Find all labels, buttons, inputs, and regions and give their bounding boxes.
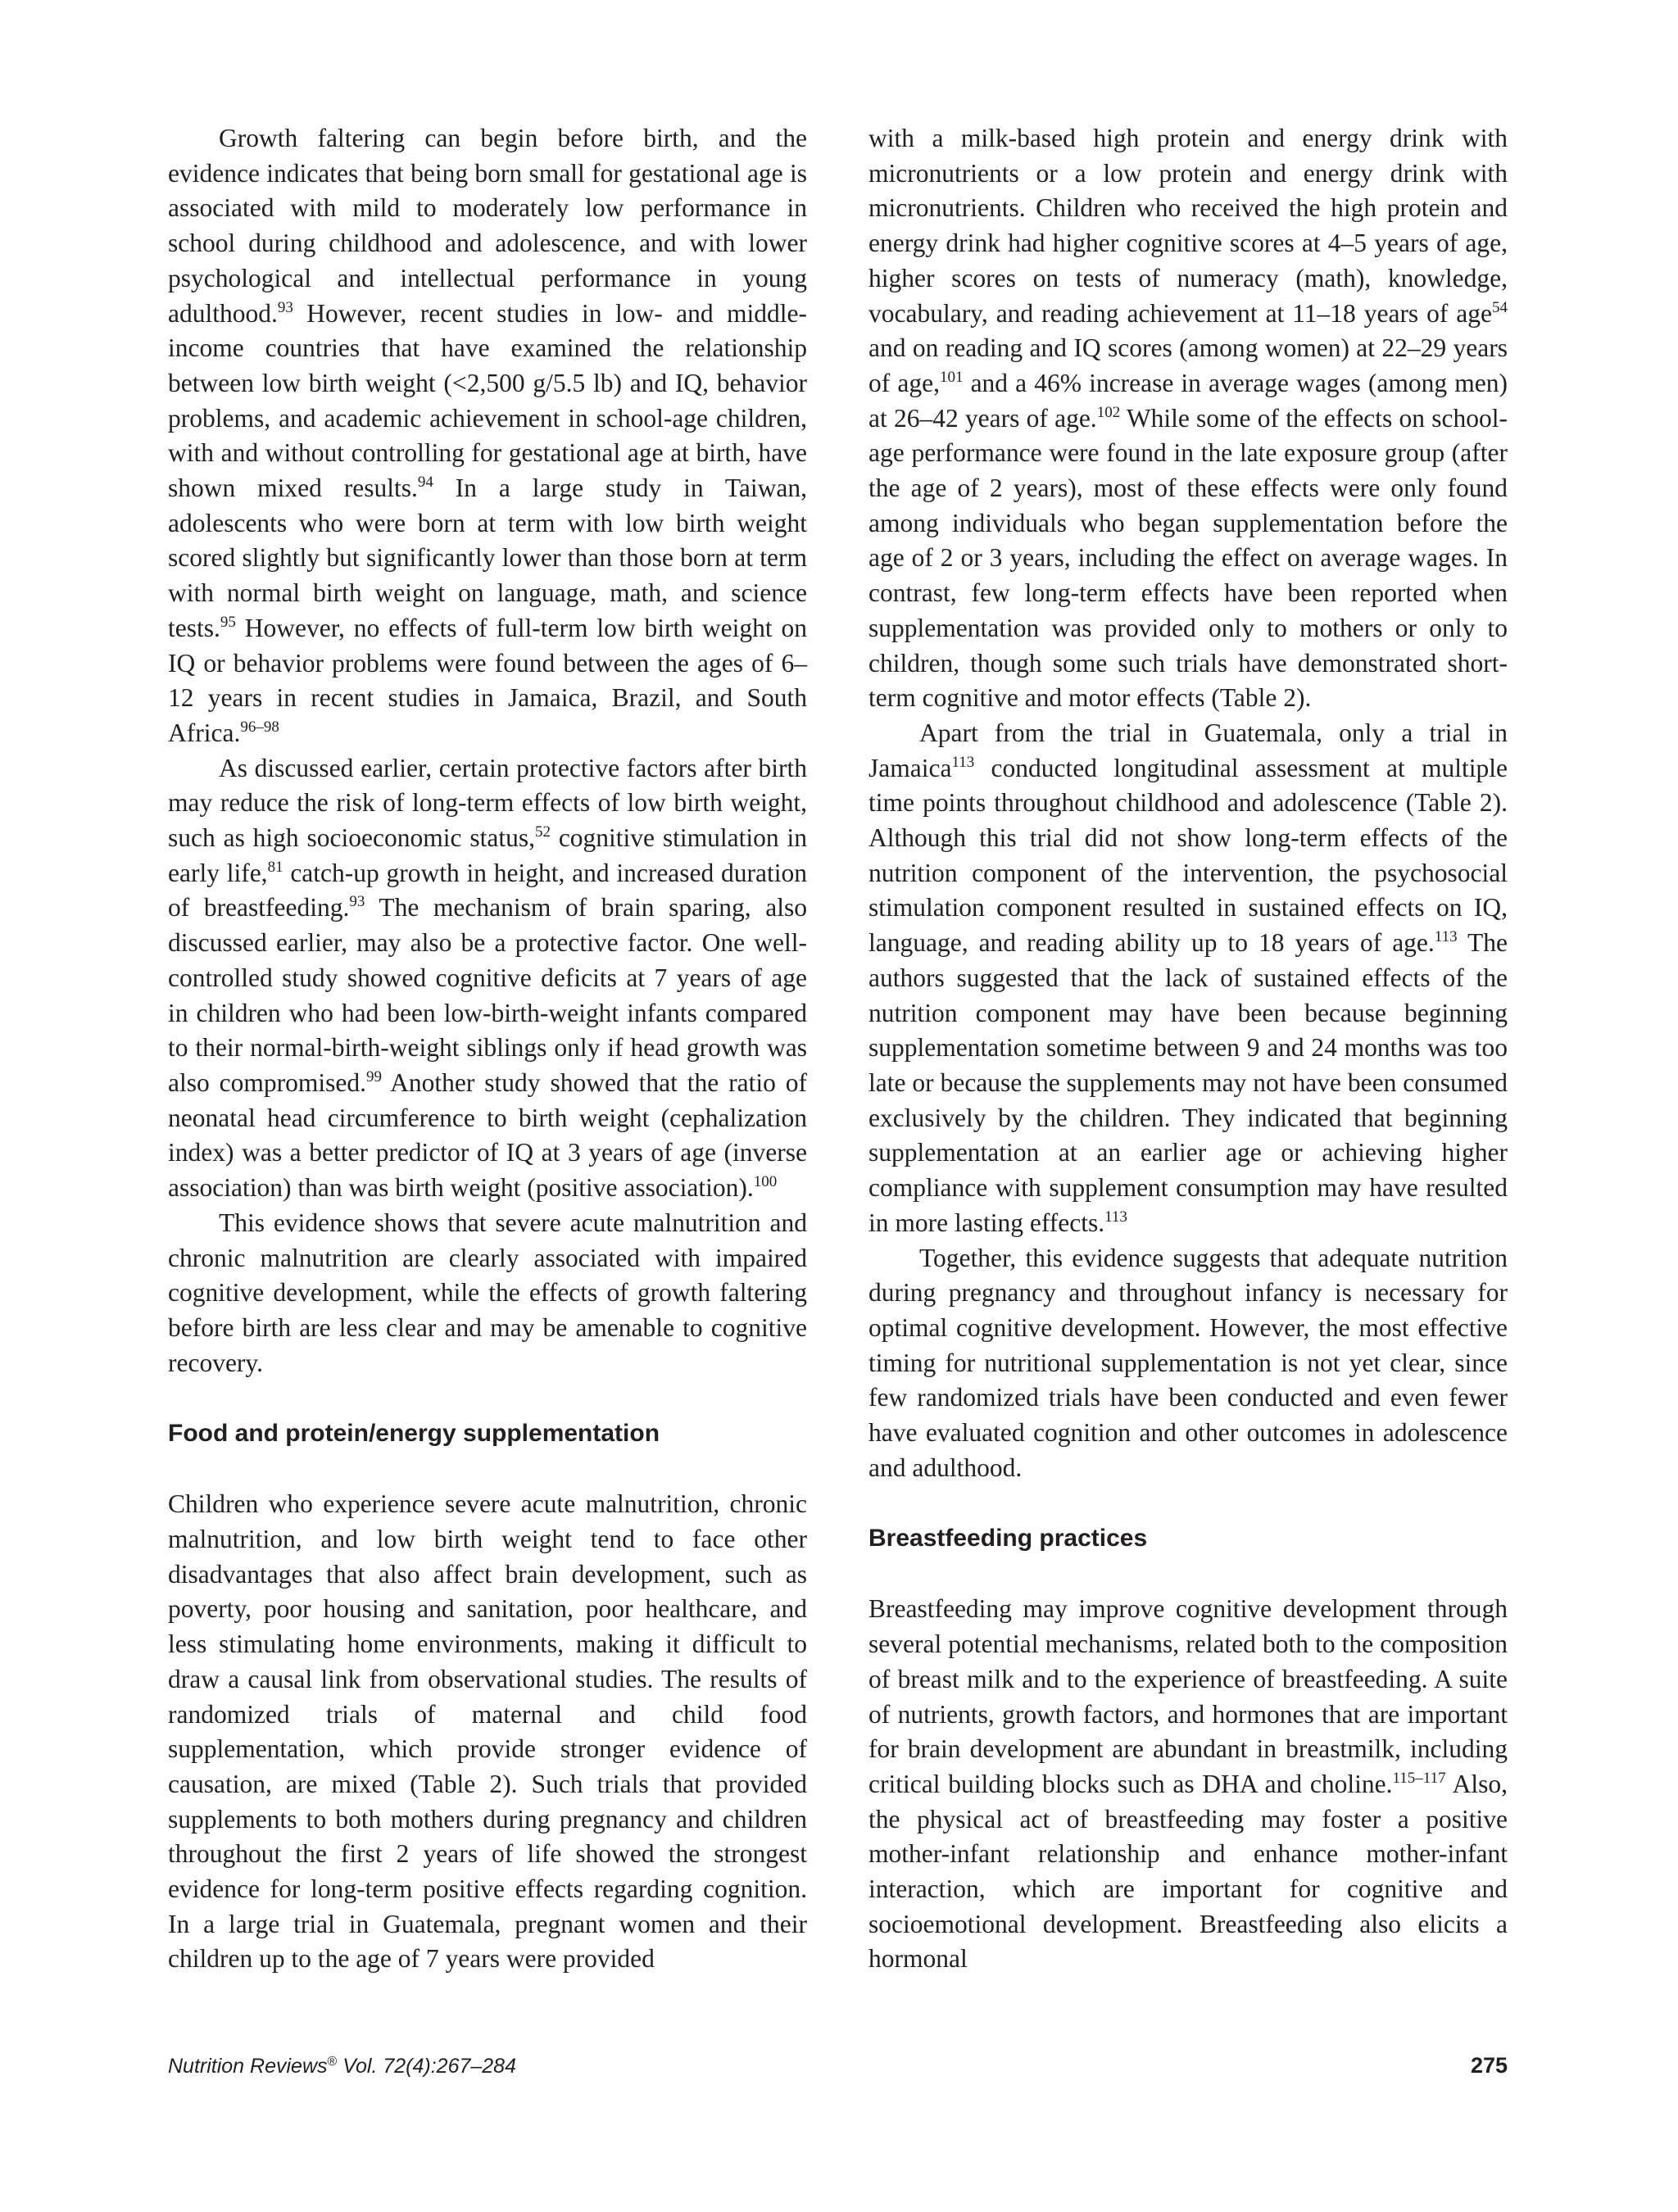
citation-superscript: 113 bbox=[951, 753, 975, 771]
page-number: 275 bbox=[1470, 2053, 1508, 2078]
citation-superscript: 95 bbox=[220, 613, 236, 631]
text-run: In a large study in Taiwan, adolescents who were born at term with low birth weight scored slightly but significantly lower than those born at term with normal birth weight on language, math, and science tests. bbox=[168, 474, 808, 642]
text-run: and on reading and IQ scores (among women) at 22–29 years of age, bbox=[868, 333, 1508, 397]
registered-mark: ® bbox=[327, 2055, 338, 2069]
paragraph-evidence-summary: This evidence shows that severe acute malnutrition and chronic malnutrition are clearly associated with impaired cognitive development, while the effects of growth faltering before birth are less clear and may be amenable to cognitive recovery. bbox=[168, 1208, 807, 1377]
citation-superscript: 102 bbox=[1096, 403, 1121, 421]
citation-superscript: 94 bbox=[417, 474, 433, 492]
journal-volume: Vol. 72(4):267–284 bbox=[337, 2055, 516, 2078]
citation-superscript: 96–98 bbox=[240, 718, 279, 736]
paragraph-birth-weight bbox=[168, 121, 807, 751]
journal-name: Nutrition Reviews bbox=[168, 2055, 328, 2078]
paragraph-guatemala-trial bbox=[868, 121, 1508, 716]
text-run: with a milk-based high protein and energy drink with micronutrients or a low protein and energy drink with micronutrients. Children who received the high protein and energy drink had higher cognitive scores at 4–5 years of age, higher scores on tests of numeracy (math), knowledge, vocabulary, and reading achievement at 11–18 years of age bbox=[868, 124, 1508, 328]
paragraph-jamaica-trial bbox=[868, 716, 1508, 1241]
citation-superscript: 100 bbox=[753, 1173, 778, 1191]
paragraph-protective-factors bbox=[168, 751, 807, 1206]
paragraph-breastfeeding bbox=[868, 1592, 1508, 1977]
text-run: Growth faltering can begin before birth, and the evidence indicates that being born small for gestational age is associated with mild to moderately low performance in school during childhood and adolescence, and with lower psychological and intellectual performance in young adulthood. bbox=[168, 124, 807, 328]
text-run: However, recent studies in low- and middle-income countries that have examined the relationship between low birth weight (<2,500 g/5.5 lb) and IQ, behavior problems, and academic achievement in school-age children, with and without controlling for gestational age at birth, have shown mixed results. bbox=[168, 298, 807, 503]
paragraph-supplementation-trials: Children who experience severe acute malnutrition, chronic malnutrition, and low birth weight tend to face other disadvantages that also affect brain development, such as poverty, poor housing and sanitation, poor healthcare, and less stimulating home environments, making it difficult to draw a causal link from observational studies. The results of randomized trials of maternal and child food supplementation, which provide stronger evidence of causation, are mixed (Table 2). Such trials that provided supplements to both mothers during pregnancy and children throughout the first 2 years of life showed the strongest evidence for long-term positive effects regarding cognition. In a large trial in Guatemala, pregnant women and their children up to the age of 7 years were provided bbox=[168, 1489, 807, 1974]
citation-superscript: 115–117 bbox=[1392, 1769, 1446, 1787]
citation-superscript: 52 bbox=[534, 823, 551, 841]
section-heading-breastfeeding: Breastfeeding practices bbox=[868, 1525, 1148, 1552]
text-run: catch-up growth in height, and increased duration of breastfeeding. bbox=[168, 858, 807, 922]
text-run: conducted longitudinal assessment at multiple time points throughout childhood and adolescence (Table 2). Although this trial did not show long-term effects of the nutrition component of the intervention, the psychosocial stimulation component resulted in sustained effects on IQ, language, and reading ability up to 18 years of age. bbox=[868, 753, 1508, 958]
footer-journal-citation bbox=[168, 2055, 516, 2078]
text-run: cognitive stimulation in early life, bbox=[168, 823, 807, 887]
citation-superscript: 99 bbox=[366, 1067, 382, 1086]
text-run: The authors suggested that the lack of sustained effects of the nutrition component may have been because beginning supplementation sometime between 9 and 24 months was too late or because the supplements may not have been consumed exclusively by the children. They indicated that beginning supplementation at an earlier age or achieving higher compliance with supplement consumption may have resulted in more lasting effects. bbox=[868, 928, 1508, 1237]
text-run: As discussed earlier, certain protective factors after birth may reduce the risk of long-term effects of low birth weight, such as high socioeconomic status, bbox=[168, 753, 807, 853]
citation-superscript: 93 bbox=[277, 298, 293, 316]
text-run: The mechanism of brain sparing, also discussed earlier, may also be a protective factor. One well-controlled study showed cognitive deficits at 7 years of age in children who had been low-birth-weight infants compared to their normal-birth-weight siblings only if head growth was also compromised. bbox=[168, 893, 807, 1097]
left-column bbox=[168, 121, 807, 1977]
citation-superscript: 93 bbox=[349, 893, 365, 911]
text-run: and a 46% increase in average wages (among men) at 26–42 years of age. bbox=[868, 368, 1508, 433]
citation-superscript: 54 bbox=[1492, 298, 1508, 316]
citation-superscript: 81 bbox=[267, 858, 283, 876]
citation-superscript: 113 bbox=[1434, 928, 1458, 946]
text-run: Also, the physical act of breastfeeding may foster a positive mother-infant relationship and enhance mother-infant interaction, which are important for cognitive and socioemotional development. Breastfeeding also elicits a hormonal bbox=[868, 1769, 1508, 1974]
right-column bbox=[868, 121, 1508, 1977]
text-run: However, no effects of full-term low birth weight on IQ or behavior problems were found between the ages of 6–12 years in recent studies in Jamaica, Brazil, and South Africa. bbox=[168, 613, 807, 747]
citation-superscript: 101 bbox=[939, 368, 964, 386]
section-heading-food-supplementation: Food and protein/energy supplementation bbox=[168, 1420, 660, 1448]
paragraph-conclusion: Together, this evidence suggests that adequate nutrition during pregnancy and throughout infancy is necessary for optimal cognitive development. However, the most effective timing for nutritional supplementation is not yet clear, since few randomized trials have been conducted and even fewer have evaluated cognition and other outcomes in adolescence and adulthood. bbox=[868, 1243, 1508, 1482]
citation-superscript: 113 bbox=[1104, 1208, 1127, 1226]
text-run: While some of the effects on school-age performance were found in the late exposure group (after the age of 2 years), most of these effects were only found among individuals who began supplementation before the age of 2 or 3 years, including the effect on average wages. In contrast, few long-term effects have been reported when supplementation was provided only to mothers or only to children, though some such trials have demonstrated short-term cognitive and motor effects (Table 2). bbox=[868, 403, 1508, 713]
text-run: Apart from the trial in Guatemala, only a trial in Jamaica bbox=[868, 718, 1508, 782]
text-run: Another study showed that the ratio of neonatal head circumference to birth weight (cephalization index) was a better predictor of IQ at 3 years of age (inverse association) than was birth weight (positive association). bbox=[168, 1067, 807, 1203]
text-run: Breastfeeding may improve cognitive development through several potential mechanisms, related both to the composition of breast milk and to the experience of breastfeeding. A suite of nutrients, growth factors, and hormones that are important for brain development are abundant in breastmilk, including critical building blocks such as DHA and choline. bbox=[868, 1594, 1508, 1798]
